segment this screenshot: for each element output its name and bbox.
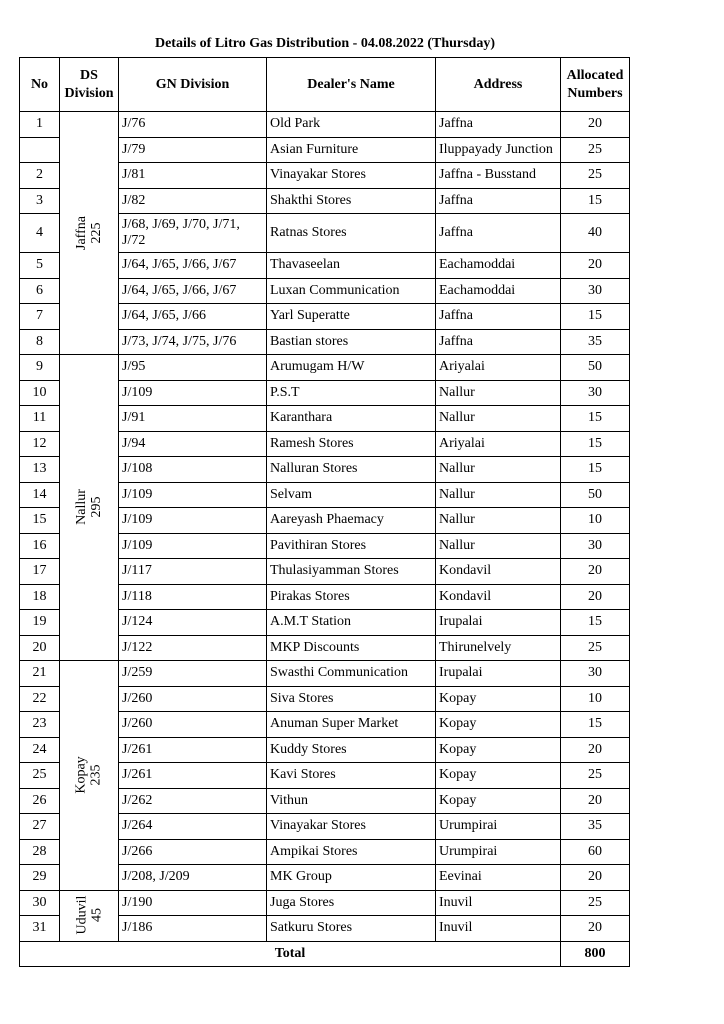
row-address: Nallur bbox=[436, 457, 561, 483]
row-allocated: 25 bbox=[561, 137, 630, 163]
row-dealer-name: Bastian stores bbox=[267, 329, 436, 355]
row-dealer-name: Pirakas Stores bbox=[267, 584, 436, 610]
row-no: 27 bbox=[20, 814, 60, 840]
ds-division-cell bbox=[60, 661, 119, 891]
row-allocated: 50 bbox=[561, 482, 630, 508]
row-no: 31 bbox=[20, 916, 60, 942]
row-gn-division: J/91 bbox=[119, 406, 267, 432]
row-allocated: 35 bbox=[561, 329, 630, 355]
row-dealer-name: Selvam bbox=[267, 482, 436, 508]
row-no: 15 bbox=[20, 508, 60, 534]
row-dealer-name: Old Park bbox=[267, 112, 436, 138]
row-address: Eachamoddai bbox=[436, 278, 561, 304]
row-allocated: 20 bbox=[561, 559, 630, 585]
row-no: 29 bbox=[20, 865, 60, 891]
row-allocated: 25 bbox=[561, 635, 630, 661]
row-allocated: 25 bbox=[561, 163, 630, 189]
row-no: 17 bbox=[20, 559, 60, 585]
ds-division-name: Kopay bbox=[73, 756, 89, 794]
row-no: 26 bbox=[20, 788, 60, 814]
row-address: Inuvil bbox=[436, 890, 561, 916]
ds-division-label bbox=[74, 896, 104, 935]
row-no: 9 bbox=[20, 355, 60, 381]
row-gn-division: J/109 bbox=[119, 508, 267, 534]
row-allocated: 40 bbox=[561, 214, 630, 253]
row-gn-division: J/264 bbox=[119, 814, 267, 840]
row-address: Nallur bbox=[436, 482, 561, 508]
row-dealer-name: A.M.T Station bbox=[267, 610, 436, 636]
row-gn-division: J/94 bbox=[119, 431, 267, 457]
row-no: 22 bbox=[20, 686, 60, 712]
row-dealer-name: Satkuru Stores bbox=[267, 916, 436, 942]
ds-division-cell bbox=[60, 112, 119, 355]
row-no: 23 bbox=[20, 712, 60, 738]
row-allocated: 25 bbox=[561, 890, 630, 916]
ds-division-count: 45 bbox=[88, 908, 104, 923]
row-dealer-name: Kuddy Stores bbox=[267, 737, 436, 763]
row-gn-division: J/262 bbox=[119, 788, 267, 814]
table-body bbox=[20, 112, 630, 942]
row-gn-division: J/186 bbox=[119, 916, 267, 942]
row-no: 30 bbox=[20, 890, 60, 916]
header-ds-line1: DS bbox=[80, 67, 98, 83]
distribution-table bbox=[19, 57, 630, 967]
row-address: Urumpirai bbox=[436, 839, 561, 865]
row-dealer-name: Karanthara bbox=[267, 406, 436, 432]
row-allocated: 60 bbox=[561, 839, 630, 865]
row-dealer-name: Luxan Communication bbox=[267, 278, 436, 304]
row-no: 12 bbox=[20, 431, 60, 457]
row-address: Ariyalai bbox=[436, 431, 561, 457]
table-row bbox=[20, 661, 630, 687]
row-dealer-name: Pavithiran Stores bbox=[267, 533, 436, 559]
row-allocated: 10 bbox=[561, 686, 630, 712]
row-dealer-name: Thulasiyamman Stores bbox=[267, 559, 436, 585]
row-address: Jaffna bbox=[436, 214, 561, 253]
row-dealer-name: Nalluran Stores bbox=[267, 457, 436, 483]
header-gn-division: GN Division bbox=[119, 58, 267, 112]
row-allocated: 30 bbox=[561, 278, 630, 304]
row-allocated: 10 bbox=[561, 508, 630, 534]
row-dealer-name: MKP Discounts bbox=[267, 635, 436, 661]
row-allocated: 15 bbox=[561, 457, 630, 483]
header-alloc-line2: Numbers bbox=[567, 85, 623, 101]
row-no: 2 bbox=[20, 163, 60, 189]
row-dealer-name: Ratnas Stores bbox=[267, 214, 436, 253]
row-allocated: 20 bbox=[561, 865, 630, 891]
row-dealer-name: Thavaseelan bbox=[267, 253, 436, 279]
row-address: Irupalai bbox=[436, 661, 561, 687]
row-address: Kopay bbox=[436, 788, 561, 814]
row-address: Nallur bbox=[436, 406, 561, 432]
ds-division-label bbox=[74, 216, 104, 250]
row-allocated: 30 bbox=[561, 661, 630, 687]
row-allocated: 15 bbox=[561, 431, 630, 457]
row-no: 5 bbox=[20, 253, 60, 279]
row-gn-division: J/109 bbox=[119, 533, 267, 559]
row-address: Jaffna bbox=[436, 304, 561, 330]
row-address: Kondavil bbox=[436, 584, 561, 610]
row-no: 16 bbox=[20, 533, 60, 559]
row-no: 21 bbox=[20, 661, 60, 687]
row-allocated: 15 bbox=[561, 610, 630, 636]
table-row bbox=[20, 355, 630, 381]
row-allocated: 20 bbox=[561, 737, 630, 763]
row-allocated: 35 bbox=[561, 814, 630, 840]
ds-division-cell bbox=[60, 355, 119, 661]
row-dealer-name: Juga Stores bbox=[267, 890, 436, 916]
row-no: 14 bbox=[20, 482, 60, 508]
row-gn-division: J/82 bbox=[119, 188, 267, 214]
row-allocated: 15 bbox=[561, 304, 630, 330]
row-gn-division: J/117 bbox=[119, 559, 267, 585]
header-dealer-name: Dealer's Name bbox=[267, 58, 436, 112]
ds-division-count: 235 bbox=[88, 764, 104, 786]
header-ds-line2: Division bbox=[64, 85, 114, 101]
header-no: No bbox=[20, 58, 60, 112]
row-no: 11 bbox=[20, 406, 60, 432]
row-address: Iluppayady Junction bbox=[436, 137, 561, 163]
row-no: 4 bbox=[20, 214, 60, 253]
row-address: Ariyalai bbox=[436, 355, 561, 381]
row-address: Inuvil bbox=[436, 916, 561, 942]
row-dealer-name: Aareyash Phaemacy bbox=[267, 508, 436, 534]
row-gn-division: J/259 bbox=[119, 661, 267, 687]
row-no: 10 bbox=[20, 380, 60, 406]
header-row bbox=[20, 58, 630, 112]
row-address: Jaffna bbox=[436, 188, 561, 214]
row-address: Kopay bbox=[436, 712, 561, 738]
row-no: 25 bbox=[20, 763, 60, 789]
row-dealer-name: Anuman Super Market bbox=[267, 712, 436, 738]
ds-division-name: Nallur bbox=[73, 489, 89, 525]
row-no: 13 bbox=[20, 457, 60, 483]
row-gn-division: J/260 bbox=[119, 686, 267, 712]
row-gn-division: J/64, J/65, J/66 bbox=[119, 304, 267, 330]
document-title: Details of Litro Gas Distribution - 04.08.2022 (Thursday) bbox=[154, 36, 496, 51]
row-no: 1 bbox=[20, 112, 60, 138]
row-address: Kondavil bbox=[436, 559, 561, 585]
row-no: 19 bbox=[20, 610, 60, 636]
row-gn-division: J/261 bbox=[119, 737, 267, 763]
row-dealer-name: Vithun bbox=[267, 788, 436, 814]
row-no: 20 bbox=[20, 635, 60, 661]
row-address: Nallur bbox=[436, 533, 561, 559]
row-allocated: 20 bbox=[561, 584, 630, 610]
row-allocated: 50 bbox=[561, 355, 630, 381]
row-dealer-name: Shakthi Stores bbox=[267, 188, 436, 214]
row-dealer-name: Vinayakar Stores bbox=[267, 163, 436, 189]
row-dealer-name: Siva Stores bbox=[267, 686, 436, 712]
row-address: Thirunelvely bbox=[436, 635, 561, 661]
row-gn-division: J/109 bbox=[119, 380, 267, 406]
ds-division-label bbox=[74, 489, 104, 525]
row-address: Irupalai bbox=[436, 610, 561, 636]
table-row bbox=[20, 890, 630, 916]
row-gn-division: J/109 bbox=[119, 482, 267, 508]
row-gn-division: J/122 bbox=[119, 635, 267, 661]
row-gn-division: J/124 bbox=[119, 610, 267, 636]
row-dealer-name: Swasthi Communication bbox=[267, 661, 436, 687]
row-dealer-name: Ampikai Stores bbox=[267, 839, 436, 865]
row-allocated: 20 bbox=[561, 916, 630, 942]
row-allocated: 20 bbox=[561, 253, 630, 279]
ds-division-name: Jaffna bbox=[73, 215, 89, 250]
row-gn-division: J/208, J/209 bbox=[119, 865, 267, 891]
row-gn-division: J/118 bbox=[119, 584, 267, 610]
row-address: Kopay bbox=[436, 763, 561, 789]
table-row bbox=[20, 112, 630, 138]
row-no: 7 bbox=[20, 304, 60, 330]
ds-division-label bbox=[74, 756, 104, 793]
row-gn-division: J/64, J/65, J/66, J/67 bbox=[119, 278, 267, 304]
row-dealer-name: Yarl Superatte bbox=[267, 304, 436, 330]
row-gn-division: J/73, J/74, J/75, J/76 bbox=[119, 329, 267, 355]
row-no: 18 bbox=[20, 584, 60, 610]
row-gn-division: J/64, J/65, J/66, J/67 bbox=[119, 253, 267, 279]
row-address: Eachamoddai bbox=[436, 253, 561, 279]
row-allocated: 20 bbox=[561, 112, 630, 138]
row-address: Kopay bbox=[436, 737, 561, 763]
row-allocated: 30 bbox=[561, 380, 630, 406]
row-gn-division: J/95 bbox=[119, 355, 267, 381]
row-allocated: 20 bbox=[561, 788, 630, 814]
ds-division-name: Uduvil bbox=[73, 895, 89, 935]
row-allocated: 30 bbox=[561, 533, 630, 559]
row-allocated: 15 bbox=[561, 188, 630, 214]
ds-division-cell bbox=[60, 890, 119, 941]
row-no: 3 bbox=[20, 188, 60, 214]
row-allocated: 25 bbox=[561, 763, 630, 789]
row-dealer-name: Asian Furniture bbox=[267, 137, 436, 163]
row-dealer-name: P.S.T bbox=[267, 380, 436, 406]
row-allocated: 15 bbox=[561, 712, 630, 738]
row-no: 28 bbox=[20, 839, 60, 865]
row-no: 6 bbox=[20, 278, 60, 304]
header-allocated-numbers bbox=[561, 58, 630, 112]
row-gn-division: J/81 bbox=[119, 163, 267, 189]
total-value: 800 bbox=[561, 941, 630, 967]
row-address: Nallur bbox=[436, 508, 561, 534]
row-gn-division: J/260 bbox=[119, 712, 267, 738]
total-label: Total bbox=[20, 941, 561, 967]
row-gn-division: J/68, J/69, J/70, J/71, J/72 bbox=[119, 214, 267, 253]
header-ds-division bbox=[60, 58, 119, 112]
row-gn-division: J/108 bbox=[119, 457, 267, 483]
row-address: Nallur bbox=[436, 380, 561, 406]
row-no: 8 bbox=[20, 329, 60, 355]
header-address: Address bbox=[436, 58, 561, 112]
row-dealer-name: MK Group bbox=[267, 865, 436, 891]
row-address: Eevinai bbox=[436, 865, 561, 891]
row-gn-division: J/266 bbox=[119, 839, 267, 865]
row-dealer-name: Kavi Stores bbox=[267, 763, 436, 789]
row-dealer-name: Arumugam H/W bbox=[267, 355, 436, 381]
row-address: Urumpirai bbox=[436, 814, 561, 840]
header-alloc-line1: Allocated bbox=[566, 67, 624, 83]
row-gn-division: J/190 bbox=[119, 890, 267, 916]
ds-division-count: 295 bbox=[88, 496, 104, 518]
row-no: 24 bbox=[20, 737, 60, 763]
row-gn-division: J/261 bbox=[119, 763, 267, 789]
row-address: Jaffna - Busstand bbox=[436, 163, 561, 189]
ds-division-count: 225 bbox=[88, 222, 104, 244]
row-address: Kopay bbox=[436, 686, 561, 712]
row-dealer-name: Ramesh Stores bbox=[267, 431, 436, 457]
total-row bbox=[20, 941, 630, 967]
row-gn-division: J/79 bbox=[119, 137, 267, 163]
row-gn-division: J/76 bbox=[119, 112, 267, 138]
row-allocated: 15 bbox=[561, 406, 630, 432]
row-address: Jaffna bbox=[436, 329, 561, 355]
row-no bbox=[20, 137, 60, 163]
row-dealer-name: Vinayakar Stores bbox=[267, 814, 436, 840]
row-address: Jaffna bbox=[436, 112, 561, 138]
